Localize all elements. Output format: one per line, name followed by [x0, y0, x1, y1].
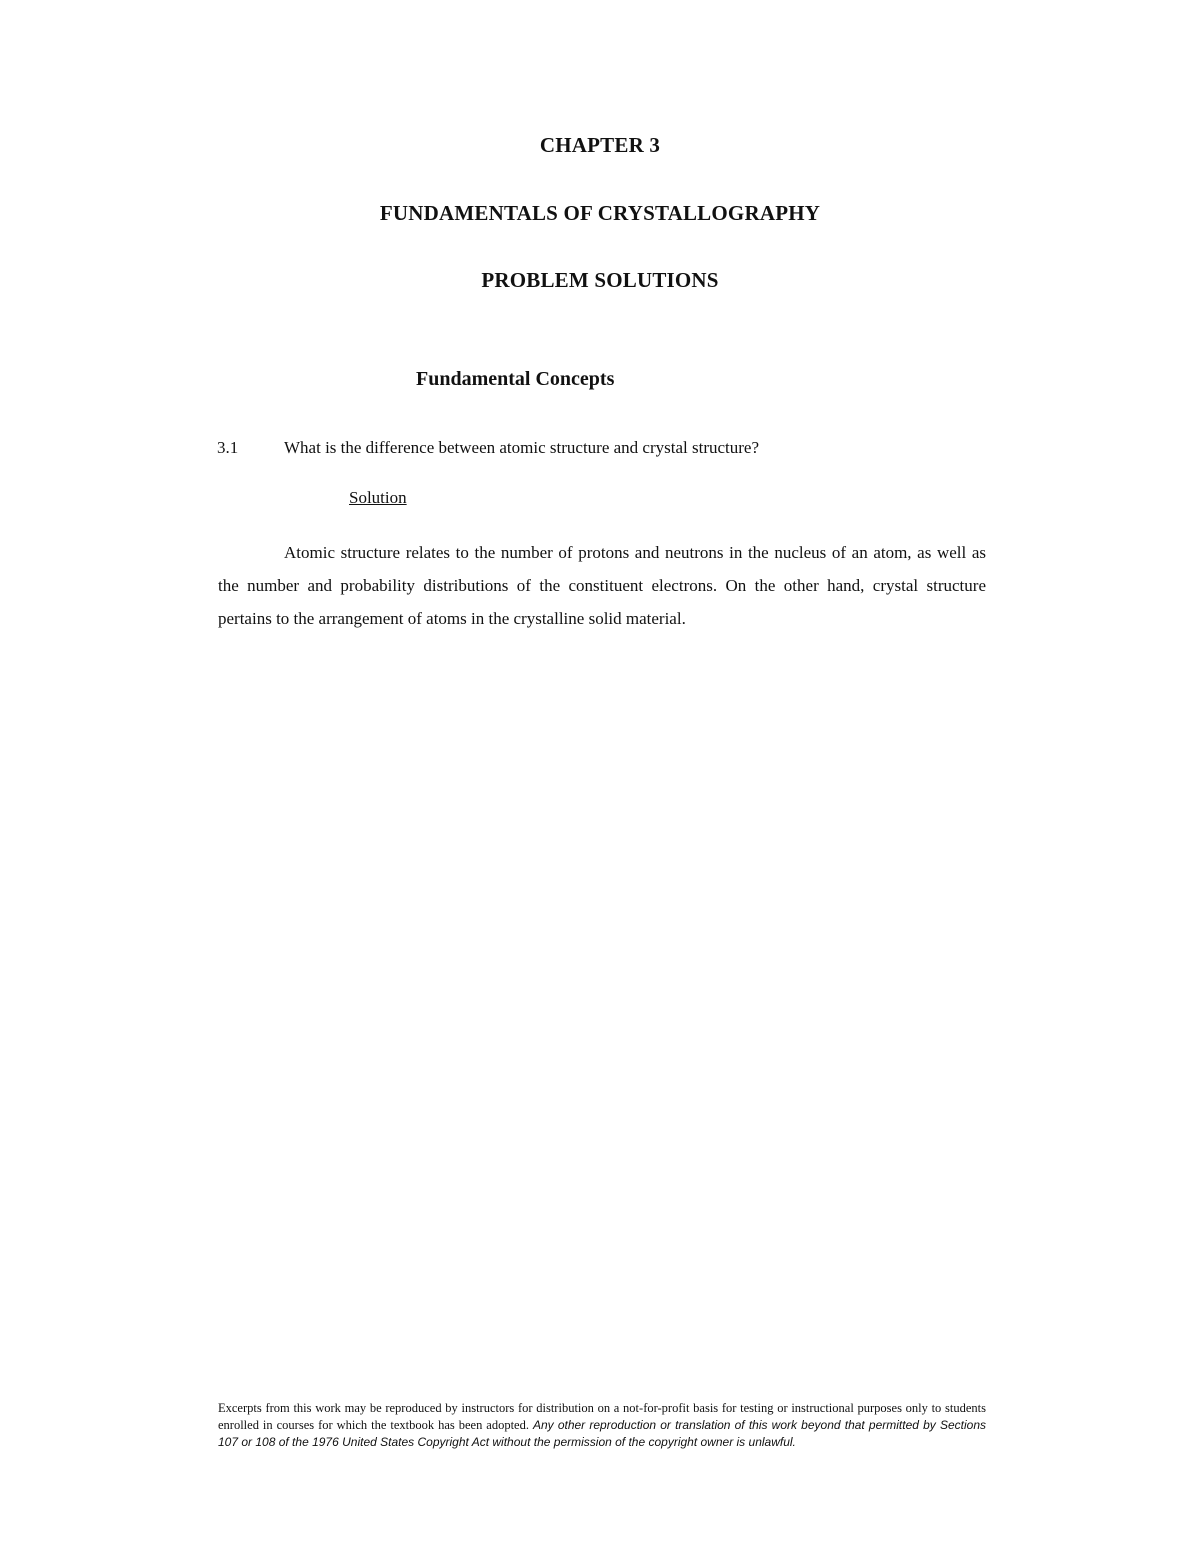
problem-number: 3.1 [217, 438, 239, 457]
copyright-notice-italic: Any other reproduction or translation of this work beyond that permitted by Sections 107 or 108 of the 1976 United States Copyright Act without the permission of the copyright owner is unlawful. [218, 1418, 987, 1449]
problem-solutions-heading: PROBLEM SOLUTIONS [481, 268, 719, 292]
section-heading: Fundamental Concepts [416, 368, 615, 390]
copyright-notice-text: Excerpts from this work may be reproduced by instructors for distribution on a not-for-profit basis for testing or instructional purposes only to students enrolled in courses for which the textbook has been adopted. [218, 1401, 986, 1432]
problem-question: What is the difference between atomic structure and crystal structure? [284, 438, 760, 457]
copyright-notice [218, 1400, 986, 1451]
chapter-title: FUNDAMENTALS OF CRYSTALLOGRAPHY [379, 201, 821, 225]
chapter-heading: CHAPTER 3 [539, 133, 661, 157]
solution-text: Atomic structure relates to the number of protons and neutrons in the nucleus of an atom, as well as the number and probability distributions of the constituent electrons. On the other hand, crystal structure pertains to the arrangement of atoms in the crystalline solid material. [218, 543, 986, 628]
solution-label: Solution [349, 488, 407, 507]
